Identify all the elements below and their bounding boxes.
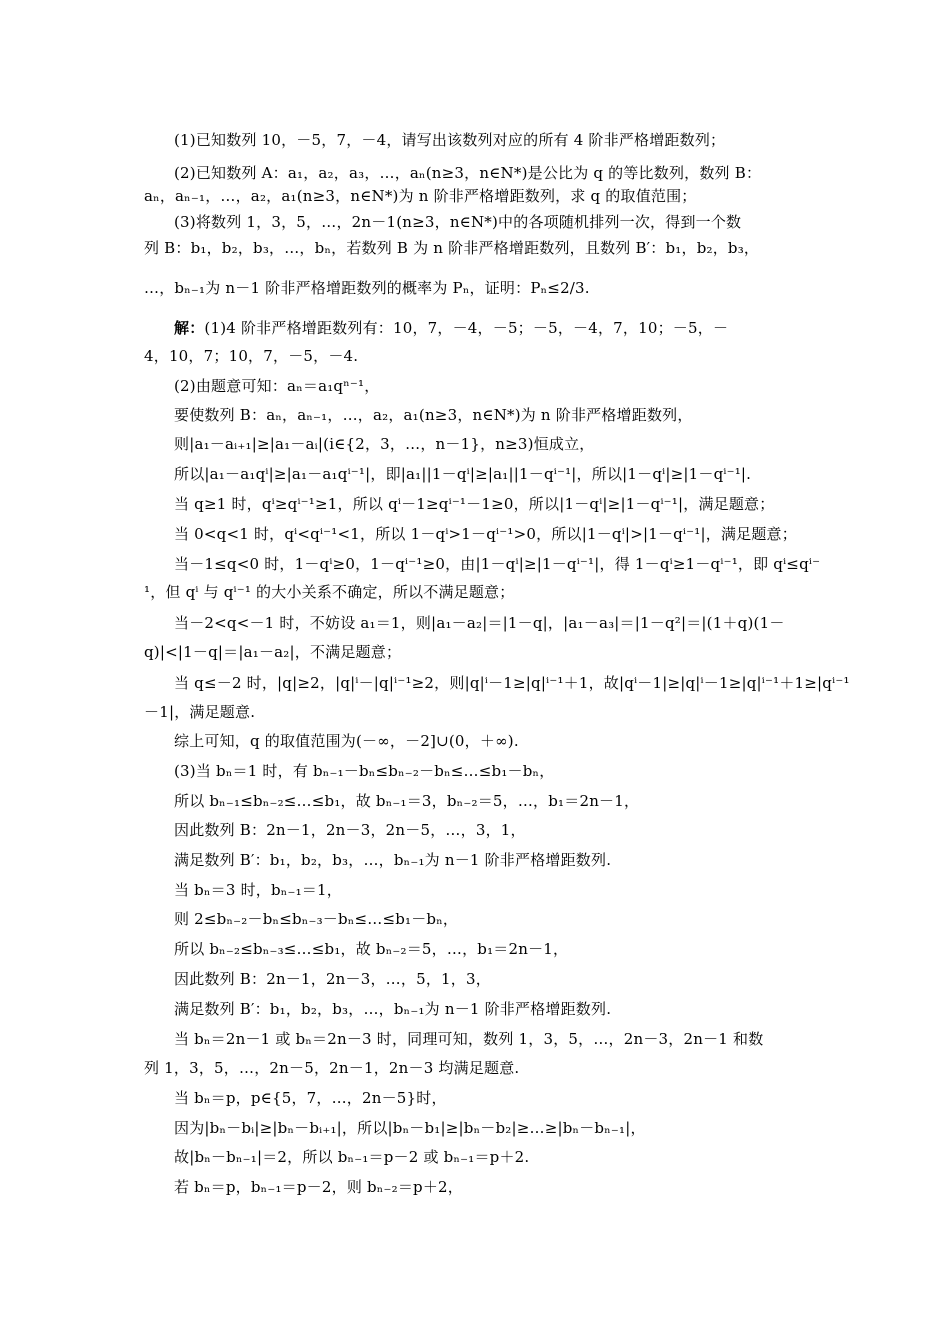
text-line: 则 2≤bₙ₋₂－bₙ≤bₙ₋₃－bₙ≤…≤b₁－bₙ， [174, 910, 459, 928]
text-line: (2)由题意可知：aₙ＝a₁qⁿ⁻¹， [174, 377, 380, 395]
text-line: 当 q≤－2 时，|q|≥2，|q|ⁱ－|q|ⁱ⁻¹≥2，则|q|ⁱ－1≥|q|ⁱ⁻¹＋1，故|qⁱ－1|≥|q|ⁱ－1≥|q|ⁱ⁻¹＋1≥|qⁱ⁻¹ [174, 674, 850, 692]
text-line: aₙ，aₙ₋₁，…，a₂，a₁(n≥3，n∈N*)为 n 阶非严格增距数列，求 q 的取值范围； [144, 187, 697, 205]
text-line: 解：(1)4 阶非严格增距数列有：10，7，－4，－5；－5，－4，7，10；－5，－ [174, 319, 729, 337]
text-line: 当 q≥1 时，qⁱ≥qⁱ⁻¹≥1，所以 qⁱ－1≥qⁱ⁻¹－1≥0，所以|1－qⁱ|≥|1－qⁱ⁻¹|，满足题意； [174, 495, 775, 513]
text-line: 列 B：b₁，b₂，b₃，…，bₙ，若数列 B 为 n 阶非严格增距数列，且数列 B′：b₁，b₂，b₃， [144, 239, 760, 257]
text-line: 列 1，3，5，…，2n－5，2n－1，2n－3 均满足题意. [144, 1059, 520, 1077]
text-line: (1)已知数列 10，－5，7，－4，请写出该数列对应的所有 4 阶非严格增距数列； [174, 131, 726, 149]
text-line: 因为|bₙ－bᵢ|≥|bₙ－bᵢ₊₁|，所以|bₙ－b₁|≥|bₙ－b₂|≥…≥|bₙ－bₙ₋₁|， [174, 1119, 646, 1137]
text-line: 则|a₁－aᵢ₊₁|≥|a₁－aᵢ|(i∈{2，3，…，n－1}，n≥3)恒成立， [174, 435, 595, 453]
text-line: 当－2<q<－1 时，不妨设 a₁＝1，则|a₁－a₂|＝|1－q|，|a₁－a₃|＝|1－q²|＝|(1＋q)(1－ [174, 614, 785, 632]
text-line: 当 0<q<1 时，qⁱ<qⁱ⁻¹<1，所以 1－qⁱ>1－qⁱ⁻¹>0，所以|1－qⁱ|>|1－qⁱ⁻¹|，满足题意； [174, 525, 797, 543]
text-line: (3)当 bₙ＝1 时，有 bₙ₋₁－bₙ≤bₙ₋₂－bₙ≤…≤b₁－bₙ， [174, 762, 555, 780]
text-line: 若 bₙ＝p，bₙ₋₁＝p－2，则 bₙ₋₂＝p＋2， [174, 1178, 463, 1196]
text-line: 所以|a₁－a₁qⁱ|≥|a₁－a₁qⁱ⁻¹|，即|a₁||1－qⁱ|≥|a₁||1－qⁱ⁻¹|，所以|1－qⁱ|≥|1－qⁱ⁻¹|. [174, 465, 752, 483]
text-line: (3)将数列 1，3，5，…，2n－1(n≥3，n∈N*)中的各项随机排列一次，得到一个数 [174, 213, 742, 231]
text-line: 要使数列 B：aₙ，aₙ₋₁，…，a₂，a₁(n≥3，n∈N*)为 n 阶非严格增距数列， [174, 406, 693, 424]
text-line: ¹，但 qⁱ 与 qⁱ⁻¹ 的大小关系不确定，所以不满足题意； [144, 583, 515, 601]
text-line: 所以 bₙ₋₁≤bₙ₋₂≤…≤b₁，故 bₙ₋₁＝3，bₙ₋₂＝5，…，b₁＝2n－1， [174, 792, 640, 810]
text-line: 因此数列 B：2n－1，2n－3，2n－5，…，3，1， [174, 821, 526, 839]
text-line: 4，10，7；10，7，－5，－4. [144, 347, 359, 365]
text-line: 当 bₙ＝2n－1 或 bₙ＝2n－3 时，同理可知，数列 1，3，5，…，2n－3，2n－1 和数 [174, 1030, 764, 1048]
text-line: 满足数列 B′：b₁，b₂，b₃，…，bₙ₋₁为 n－1 阶非严格增距数列. [174, 1000, 612, 1018]
text-line: q)|<|1－q|＝|a₁－a₂|，不满足题意； [144, 643, 402, 661]
text-line: 综上可知，q 的取值范围为(－∞，－2]∪(0，＋∞). [174, 732, 519, 750]
text-line: 因此数列 B：2n－1，2n－3，…，5，1，3， [174, 970, 491, 988]
text-line: 当 bₙ＝p，p∈{5，7，…，2n－5}时， [174, 1089, 447, 1107]
text-line: …，bₙ₋₁为 n－1 阶非严格增距数列的概率为 Pₙ，证明：Pₙ≤2/3. [144, 279, 590, 297]
text-line: 所以 bₙ₋₂≤bₙ₋₃≤…≤b₁，故 bₙ₋₂＝5，…，b₁＝2n－1， [174, 940, 569, 958]
text-line: 故|bₙ－bₙ₋₁|＝2，所以 bₙ₋₁＝p－2 或 bₙ₋₁＝p＋2. [174, 1148, 530, 1166]
text-line: 当－1≤q<0 时，1－qⁱ≥0，1－qⁱ⁻¹≥0，由|1－qⁱ|≥|1－qⁱ⁻¹|，得 1－qⁱ≥1－qⁱ⁻¹，即 qⁱ≤qⁱ⁻ [174, 555, 821, 573]
text-line: 满足数列 B′：b₁，b₂，b₃，…，bₙ₋₁为 n－1 阶非严格增距数列. [174, 851, 612, 869]
text-line: 当 bₙ＝3 时，bₙ₋₁＝1， [174, 881, 342, 899]
text-line: －1|，满足题意. [144, 703, 256, 721]
text-line: (2)已知数列 A：a₁，a₂，a₃，…，aₙ(n≥3，n∈N*)是公比为 q 的等比数列，数列 B： [174, 164, 762, 182]
